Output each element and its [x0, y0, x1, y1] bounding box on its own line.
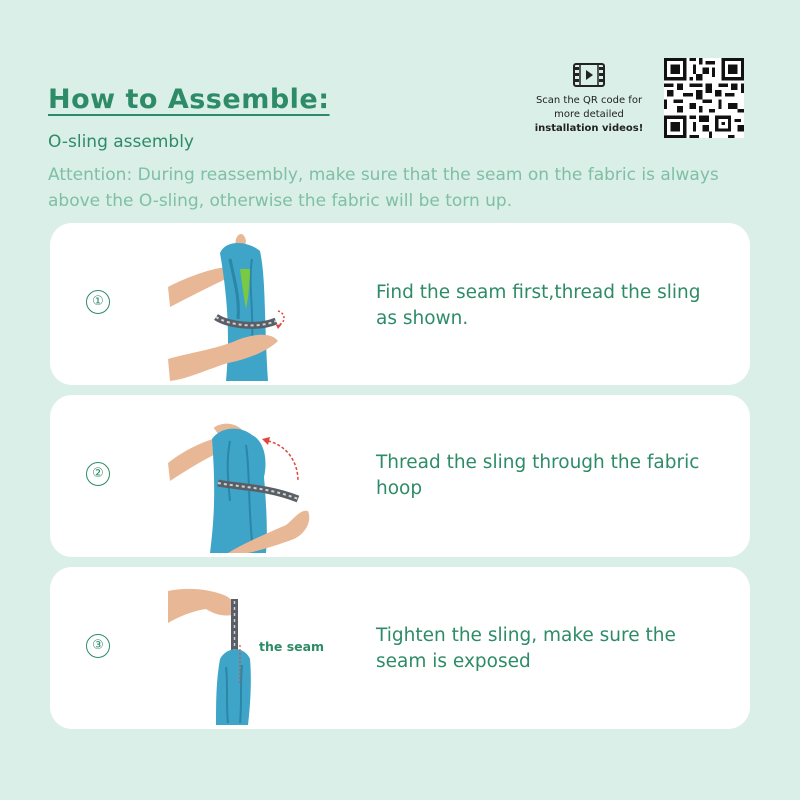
qr-caption	[526, 94, 652, 136]
qr-caption-line2: more detailed	[554, 109, 624, 120]
video-play-icon	[573, 63, 605, 87]
attention-note: Attention: During reassembly, make sure that the seam on the fabric is always above the O-sling, otherwise the fabric will be torn up.	[48, 165, 719, 211]
step-text-1: Find the seam first,thread the sling as shown.	[376, 282, 701, 329]
seam-label: the seam	[259, 639, 325, 654]
qr-caption-line1: Scan the QR code for	[535, 95, 643, 106]
qr-promo	[526, 58, 746, 140]
qr-code[interactable]	[664, 58, 744, 138]
hands-threading-sling-photo	[168, 229, 328, 381]
qr-caption-line3: installation videos!	[534, 123, 644, 134]
step-card-3	[50, 567, 750, 729]
step-number-2: ②	[86, 462, 110, 486]
step-number-3: ③	[86, 634, 110, 658]
step-text-2: Thread the sling through the fabric hoop	[376, 452, 700, 499]
step-card-1	[50, 223, 750, 385]
hands-pulling-sling-photo	[168, 401, 328, 553]
step-card-2	[50, 395, 750, 557]
section-subtitle: O-sling assembly	[48, 132, 194, 152]
step-text-3: Tighten the sling, make sure the seam is exposed	[376, 625, 676, 672]
page-title: How to Assemble:	[48, 84, 330, 115]
step-number-1: ①	[86, 290, 110, 314]
